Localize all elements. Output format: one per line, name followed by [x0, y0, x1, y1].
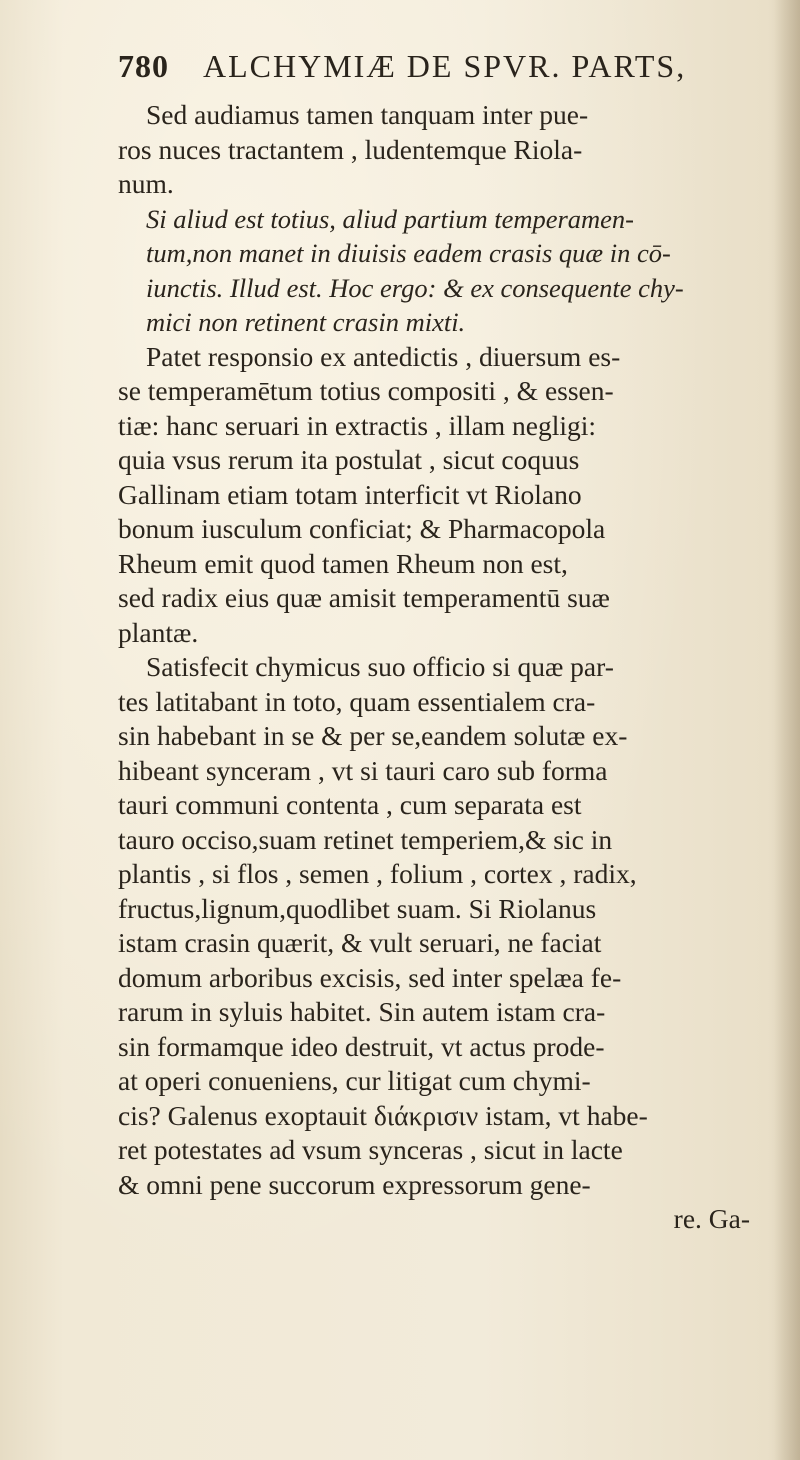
text-line: num. — [118, 168, 174, 199]
text-line: Gallinam etiam totam interficit vt Riolano — [118, 478, 582, 510]
text-line: Rheum emit quod tamen Rheum non est, — [118, 547, 568, 579]
text-line: tes latitabant in toto, quam essentialem cra- — [118, 685, 596, 717]
text-line: at operi conueniens, cur litigat cum chymi- — [118, 1065, 591, 1096]
text-line: cis? Galenus exoptauit διάκρισιν istam, vt habe- — [118, 1099, 648, 1131]
text-line: tiæ: hanc seruari in extractis , illam negligi: — [118, 409, 597, 441]
text-line: Satisfecit chymicus suo officio si quæ par- — [146, 651, 614, 682]
text-line: plantæ. — [118, 616, 199, 648]
text-line: fructus,lignum,quodlibet suam. Si Riolanus — [118, 892, 597, 924]
text-line: bonum iusculum conficiat; & Pharmacopola — [118, 513, 606, 544]
text-line: quia vsus rerum ita postulat , sicut coquus — [118, 444, 580, 475]
text-line: re. Ga- — [673, 1203, 750, 1234]
text-line: ret potestates ad vsum synceras , sicut in lacte — [118, 1134, 623, 1165]
text-line: se temperamētum totius compositi , & essen- — [118, 375, 614, 406]
text-line: sed radix eius quæ amisit temperamentū suæ — [118, 582, 610, 613]
text-line: tum,non manet in diuisis eadem crasis quæ in cō- — [146, 238, 671, 268]
text-line: Si aliud est totius, aliud partium temperamen- — [146, 203, 635, 234]
text-line: rarum in syluis habitet. Sin autem istam cra- — [118, 996, 606, 1027]
text-line: & omni pene succorum expressorum gene- — [118, 1168, 591, 1200]
text-line: sin habebant in se & per se,eandem solutæ ex- — [118, 720, 628, 751]
text-line: hibeant syncеram , vt si tauri caro sub forma — [118, 754, 608, 786]
text-line: tauri communi contenta , cum separata est — [118, 789, 582, 820]
running-head: ALCHYMIÆ DE SPVR. PARTS, — [203, 48, 687, 84]
page-edge-shadow — [774, 0, 800, 1460]
text-line: plantis , si flos , semen , folium , cortex , radix, — [118, 858, 637, 889]
text-line: iunctis. Illud est. Hoc ergo: & ex consequente chy- — [146, 272, 684, 303]
text-line: domum arboribus excisis, sed inter spelæa fe- — [118, 961, 622, 993]
text-line: tauro occiso,suam retinet temperiem,& sic in — [118, 823, 613, 855]
text-line: mici non retinent crasin mixti. — [146, 307, 466, 337]
text-line: sin formamque ideo destruit, vt actus prode- — [118, 1030, 605, 1062]
text-line: Sed audiamus tamen tanquam inter pue- — [146, 99, 589, 130]
text-line: Patet responsio ex antedictis , diuersum es- — [146, 340, 621, 372]
page-number: 780 — [118, 48, 169, 84]
body-text — [118, 98, 768, 1237]
text-line: istam crasin quærit, & vult seruari, ne faciat — [118, 927, 602, 958]
text-line: ros nuces tractantem , ludentemque Riola- — [118, 133, 583, 165]
page-header — [118, 48, 758, 92]
